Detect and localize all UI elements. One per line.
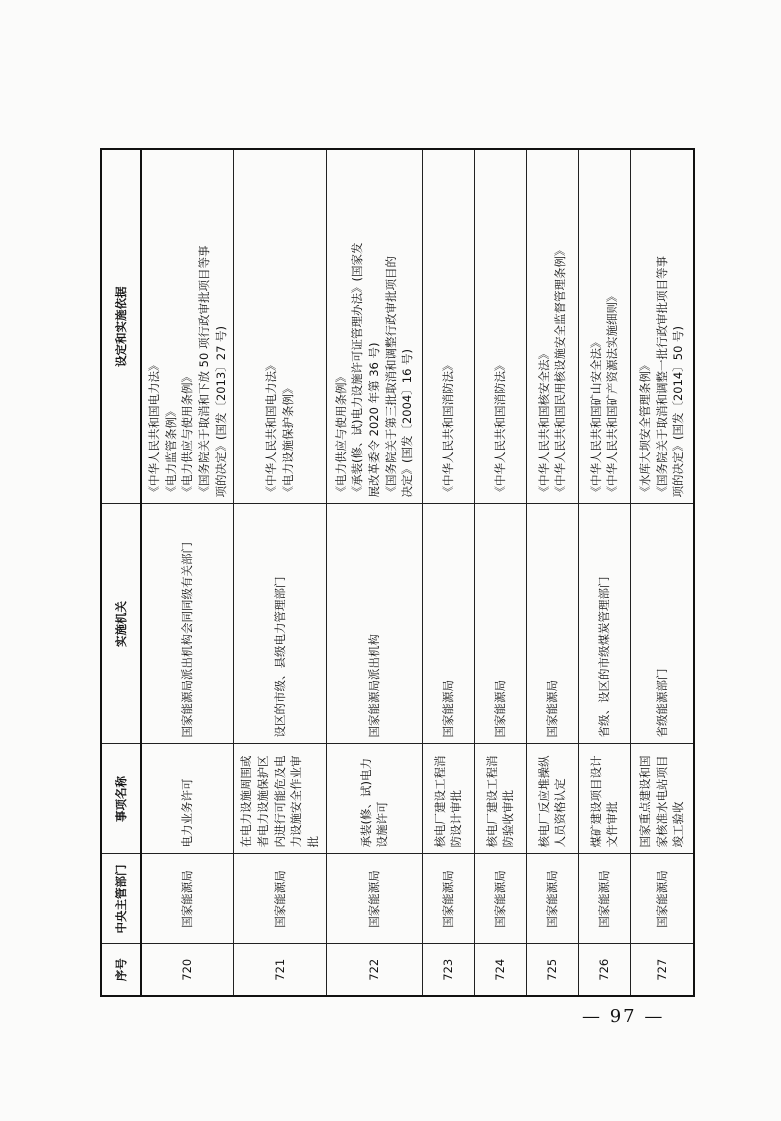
basis-line: 《国务院关于取消和下放 50 项行政审批项目等事 xyxy=(197,245,212,498)
cell-item: 电力业务许可 xyxy=(141,744,234,854)
basis-line: 《中华人民共和国矿产资源法实施细则》 xyxy=(605,290,620,498)
basis-line: 《中华人民共和国消防法》 xyxy=(440,359,455,498)
cell-dept: 国家能源局 xyxy=(422,854,474,944)
cell-item: 承装(修、试)电力设施许可 xyxy=(326,744,422,854)
cell-dept: 国家能源局 xyxy=(326,854,422,944)
basis-line: 《电力设施保护条例》 xyxy=(281,382,296,498)
cell-org: 国家能源局 xyxy=(422,504,474,744)
basis-line: 《电力供应与使用条例》 xyxy=(333,371,348,498)
cell-item: 核电厂建设工程消防验收审批 xyxy=(474,744,526,854)
cell-basis xyxy=(326,149,422,504)
table-row xyxy=(234,149,326,996)
cell-basis xyxy=(578,149,630,504)
cell-dept: 国家能源局 xyxy=(578,854,630,944)
cell-org: 省级能源部门 xyxy=(630,504,694,744)
header-seq: 序号 xyxy=(101,944,141,996)
table-row xyxy=(422,149,474,996)
cell-seq: 727 xyxy=(630,944,694,996)
header-dept: 中央主管部门 xyxy=(101,854,141,944)
cell-org: 国家能源局 xyxy=(526,504,578,744)
basis-line: 《水库大坝安全管理条例》 xyxy=(637,359,652,498)
cell-seq: 721 xyxy=(234,944,326,996)
cell-dept: 国家能源局 xyxy=(630,854,694,944)
cell-basis xyxy=(526,149,578,504)
cell-item: 核电厂建设工程消防设计审批 xyxy=(422,744,474,854)
cell-item: 在电力设施周围或者电力设施保护区内进行可能危及电力设施安全作业审批 xyxy=(234,744,326,854)
cell-dept: 国家能源局 xyxy=(234,854,326,944)
table-row xyxy=(630,149,694,996)
cell-org: 国家能源局 xyxy=(474,504,526,744)
cell-basis xyxy=(630,149,694,504)
cell-org: 设区的市级、县级电力管理部门 xyxy=(234,504,326,744)
page-number: — 97 — xyxy=(582,1006,665,1027)
cell-dept: 国家能源局 xyxy=(141,854,234,944)
cell-dept: 国家能源局 xyxy=(526,854,578,944)
basis-line: 《中华人民共和国电力法》 xyxy=(264,359,279,498)
basis-line: 《电力监管条例》 xyxy=(163,405,178,498)
header-item: 事项名称 xyxy=(101,744,141,854)
basis-line: 《中华人民共和国核安全法》 xyxy=(536,348,551,498)
table-header-row xyxy=(101,149,141,996)
cell-org: 省级、设区的市级煤炭管理部门 xyxy=(578,504,630,744)
table-row xyxy=(474,149,526,996)
cell-basis xyxy=(234,149,326,504)
basis-line: 《中华人民共和国矿山安全法》 xyxy=(588,336,603,498)
cell-org: 国家能源局派出机构会同同级有关部门 xyxy=(141,504,234,744)
table-row xyxy=(578,149,630,996)
cell-seq: 726 xyxy=(578,944,630,996)
cell-item: 核电厂反应堆操纵人员资格认定 xyxy=(526,744,578,854)
basis-line: 项的决定》(国发〔2014〕50 号) xyxy=(671,325,686,498)
rotated-table-container xyxy=(100,150,690,997)
cell-seq: 724 xyxy=(474,944,526,996)
approval-items-table xyxy=(100,148,695,997)
basis-line: 展改革委令 2020 年第 36 号) xyxy=(366,342,381,498)
cell-item: 国家重点建设和国家核准水电站项目竣工验收 xyxy=(630,744,694,854)
header-org: 实施机关 xyxy=(101,504,141,744)
header-basis: 设定和实施依据 xyxy=(101,149,141,504)
cell-item: 煤矿建设项目设计文件审批 xyxy=(578,744,630,854)
cell-seq: 722 xyxy=(326,944,422,996)
cell-seq: 723 xyxy=(422,944,474,996)
cell-seq: 725 xyxy=(526,944,578,996)
table-row xyxy=(326,149,422,996)
basis-line: 《中华人民共和国民用核设施安全监督管理条例》 xyxy=(553,244,568,498)
cell-org: 国家能源局派出机构 xyxy=(326,504,422,744)
basis-line: 《中华人民共和国电力法》 xyxy=(147,359,161,498)
basis-line: 《国务院关于取消和调整一批行政审批项目等事 xyxy=(654,256,669,498)
cell-dept: 国家能源局 xyxy=(474,854,526,944)
table-row xyxy=(141,149,234,996)
cell-basis xyxy=(474,149,526,504)
basis-line: 《中华人民共和国消防法》 xyxy=(492,359,507,498)
table-row xyxy=(526,149,578,996)
table-rotator xyxy=(100,150,690,997)
cell-seq: 720 xyxy=(141,944,234,996)
basis-line: 《国务院关于第三批取消和调整行政审批项目的 xyxy=(383,256,398,498)
basis-line: 《电力供应与使用条例》 xyxy=(180,371,195,498)
cell-basis xyxy=(422,149,474,504)
basis-line: 《承装(修、试)电力设施许可证管理办法》(国家发 xyxy=(350,242,365,498)
basis-line: 项的决定》(国发〔2013〕27 号) xyxy=(213,325,228,498)
basis-line: 决定》(国发〔2004〕16 号) xyxy=(400,348,415,498)
cell-basis xyxy=(141,149,234,504)
